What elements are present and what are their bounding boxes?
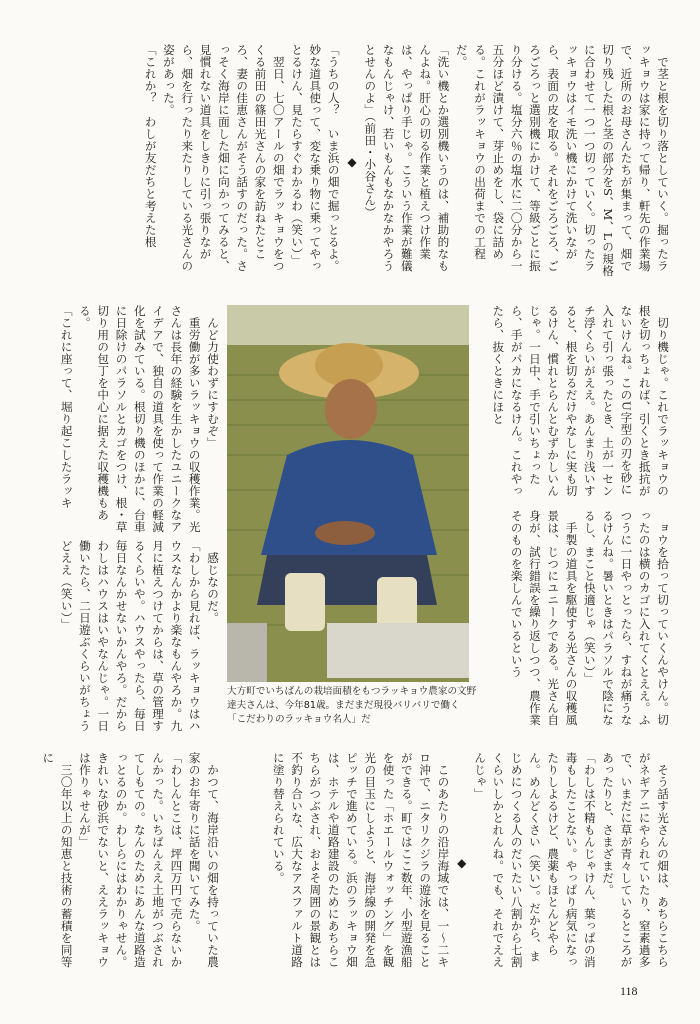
body-paragraph: 「わしは不精もんじゃけん、葉っぱの消毒もしたことない。やっぱり病気になったりしよるけど、農薬もほとんどやらん。めんどくさい（笑い）。だから、まじめにつくる人のだいたい八割から七割くらいしかとれんね。でも、それでええんじゃ」 xyxy=(473,752,597,968)
body-paragraph: 「うちの人？ いま浜の畑で掘っとるよ。妙な道具使って、変な乗り物に乗ってやっとるけん、見たらすぐわかるわ（笑い）」 xyxy=(290,44,341,272)
body-paragraph: このあたりの沿岸海域では、一〜二キロ沖で、ニタリクジラの遊泳を見ることができる。町ではここ数年、小型遊漁船を使った「ホエールウォッチング」を観光の目玉にしようと、海岸線の開発を急ピッチで進めている。浜のラッキョウ畑は、ホテルや道路建設のためにあちらこちらがつぶされ、およそ周囲の景観とは不釣り合いな、広大なアスファルト道路に塗り替えられている。 xyxy=(271,752,451,968)
body-paragraph: 翌日、七〇アールの畑でラッキョウをつくる前田の篠田光さんの家を訪ねたところ、妻の佳恵さんがそう話すのだった。さっそく海岸に面した畑に向かってみると、見慣れない道具をしきりに引っ張りながら、畑を行ったり来たりしている光さんの姿があった。 xyxy=(161,44,286,272)
text-middle-left xyxy=(44,305,222,535)
body-paragraph: そう話す光さんの畑は、あちらこちらがネギアニにやられていたり、窒素過多で、いまだに草が青々しているところがあったりと、さまざまだ。 xyxy=(601,752,670,968)
body-paragraph: 「これに座って、堀り起こしたラッキ xyxy=(59,305,74,509)
body-paragraph: 「わしから見れば、ラッキョウはハウスなんかより楽なもんやろか。九月に植えつけてからは、草の管理するくらいや。ハウスやったら、毎日毎日なんかせないかんやろ。だからわしはハウスはいやなんじゃ。一日働いたら、二日遊ぶくらいがちょうどええ（笑い）」 xyxy=(59,540,202,732)
text-middle-right xyxy=(478,305,672,505)
body-paragraph: 切り機じゃ。これでラッキョウの根を切っちょれば、引くとき抵抗がないけんね。このU字型の刃を砂に入れて引っ張ったとき、土が一センチ浮くらいがええ。あんまり浅いすると、根を切るだけやなしに実も切るけん、慣れとらんとむずかしいんじゃ。一日中、手で引いちょったら、手がパカになるけん。これやったら、抜くときにほと xyxy=(491,305,670,497)
section-divider-mark: ◆ xyxy=(454,855,469,871)
body-paragraph: 「わしんとこは、坪四万円で売らないかんかった。いちばんええ土地がつぶされてしもての。なんのためにあんな道路造っとるのか。わしらにはわかりゃせん。きれいな砂浜でないと、ええラッキョウは作りゃせんが」 xyxy=(77,752,184,968)
section-divider-mark: ◆ xyxy=(344,154,359,170)
farmer-photo xyxy=(227,305,469,682)
farmer-illustration xyxy=(227,305,469,682)
text-lower-left-top xyxy=(44,540,222,732)
body-paragraph: 重労働が多いラッキョウの収穫作業。光さんは長年の経験を生かしたユニークなアイデアで、独自の道具を使って作業の軽減化を試みている。根切り機のほかに、台車に日除けのパラソルとカゴをつけ、根・草切り用の包丁を中心に据えた収穫機もある。 xyxy=(77,305,202,533)
photo-caption: 大方町でいちばんの栽培面積をもつラッキョウ農家の文野達夫さんは、今年81歳。まだまだ現役バリバリで働く「こだわりのラッキョウ名人」だ xyxy=(227,686,477,725)
body-paragraph: 手製の道具を駆使する光さんの収穫風景は、じつにユニークである。光さん自身が、試行錯誤を繰り返しつつ、農作業そのものを楽しんでいるという xyxy=(509,510,579,726)
text-bottom-right xyxy=(230,752,672,974)
body-paragraph: 「洗い機とか選別機いうのは、補助的なもんよね。肝心の切る作業と植えつけ作業は、やっぱり手じゃ。こういう作業が難儀なもんじゃけ、若いもんもなかなかやろうとせんのよ」（前田・小谷さん） xyxy=(363,44,451,272)
body-paragraph: 感じなのだ。 xyxy=(206,551,220,624)
body-paragraph: 三〇年以上の知恵と技術の蓄積を同等に xyxy=(41,752,74,968)
body-paragraph: んど力使わずにすむぞ」 xyxy=(206,316,220,449)
body-paragraph: 「これか？ わしが友だちと考えた根 xyxy=(143,44,158,248)
body-paragraph: で茎と根を切り落としていく。掘ったラッキョウは家に持って帰り、軒先の作業場で、近所のお母さんたちが集まって、畑で切り残した根と茎の部分をS、M、Lの規格に合わせて一つ一つ切っていく。切ったラッキョウはイモ洗い機にかけて洗いながら、表面の皮を取る。それをごろごろ、ごろごろっと選別機にかけて、等級ごとに振り分ける。塩分六％の塩水に二〇分から一五分ほど漬けて、芽止めをし、袋に詰める。これがラッキョウの出荷までの工程だ。 xyxy=(454,44,670,277)
body-paragraph: ョウを拾って切っていくんやけん。切ったのは横のカゴに入れてくとええ。ふつうに一日やっとったら、すねが痛うなるけんね。暑いときはパラソルで陰になるし、まこと快適じゃ（笑い）」 xyxy=(582,510,670,726)
page-number: 118 xyxy=(620,984,638,998)
text-bottom-left xyxy=(41,752,222,974)
body-paragraph: かつて、海岸沿いの畑を持っていた農家のお年寄りに話を聞いてみた。 xyxy=(187,752,220,968)
text-lower-right-top xyxy=(478,510,672,732)
text-upper-right xyxy=(143,44,672,280)
